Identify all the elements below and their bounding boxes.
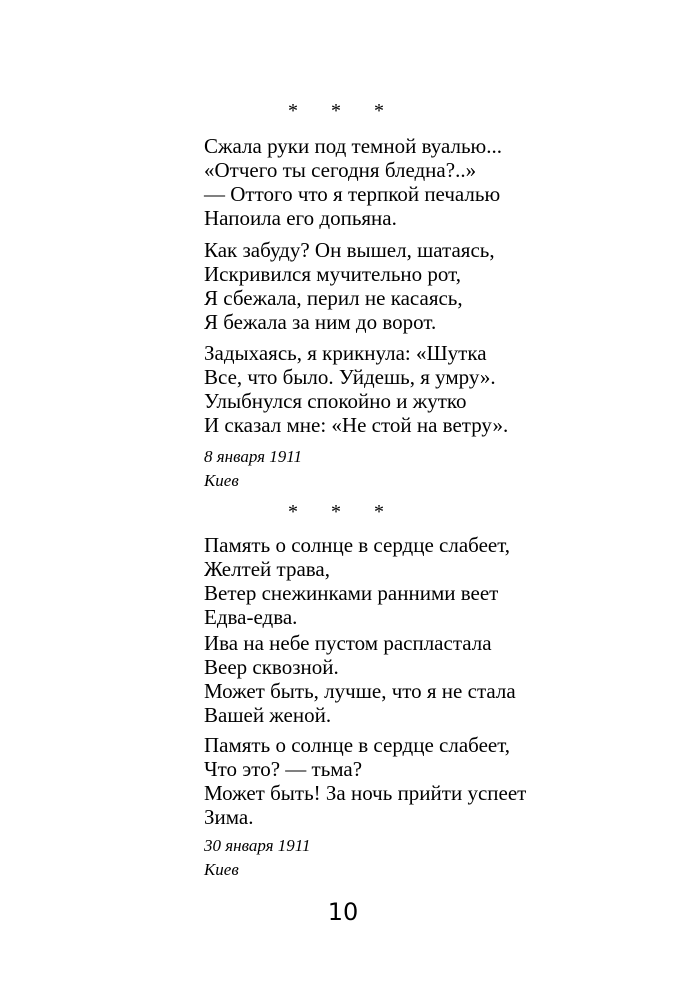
poem-1-stanza-1: [204, 134, 664, 230]
poem-line: Может быть, лучше, что я не стала: [204, 679, 516, 703]
poem-1-stanza-3: [204, 341, 664, 437]
poem-line: Вашей женой.: [204, 703, 332, 727]
poem-line: Память о солнце в сердце слабеет,: [204, 533, 511, 557]
poem-line: — Оттого что я терпкой печалью: [204, 182, 501, 206]
poem-line: Желтей трава,: [204, 557, 330, 581]
poem-line: Что это? — тьма?: [204, 757, 363, 781]
poem-line: Напоила его допьяна.: [204, 206, 397, 230]
poem-2-dateline: [204, 834, 504, 882]
poem-1-stanza-2: [204, 238, 664, 334]
poem-line: «Отчего ты сегодня бледна?..»: [204, 158, 477, 182]
poem-line: Сжала руки под темной вуалью...: [204, 134, 502, 158]
poem-line: Я сбежала, перил не касаясь,: [204, 286, 463, 310]
poem-line: Память о солнце в сердце слабеет,: [204, 733, 511, 757]
poem-date: 8 января 1911: [204, 447, 303, 466]
poem-line: Задыхаясь, я крикнула: «Шутка: [204, 341, 487, 365]
poem-line: Зима.: [204, 805, 254, 829]
section-separator: * * *: [288, 501, 398, 523]
poem-line: И сказал мне: «Не стой на ветру».: [204, 413, 509, 437]
poem-place: Киев: [204, 471, 239, 490]
poem-line: Ветер снежинками ранними веет: [204, 581, 499, 605]
poem-2-stanza-2: [204, 631, 664, 727]
poem-line: Как забуду? Он вышел, шатаясь,: [204, 238, 495, 262]
page-number: 10: [327, 898, 359, 926]
poem-line: Может быть! За ночь прийти успеет: [204, 781, 527, 805]
poem-date: 30 января 1911: [204, 836, 311, 855]
poem-line: Едва-едва.: [204, 605, 298, 629]
poem-1-dateline: [204, 445, 504, 493]
poem-line: Веер сквозной.: [204, 655, 339, 679]
poem-line: Искривился мучительно рот,: [204, 262, 461, 286]
poem-place: Киев: [204, 860, 239, 879]
poem-2-stanza-1: [204, 533, 664, 629]
section-separator: * * *: [288, 100, 398, 122]
poem-line: Все, что было. Уйдешь, я умру».: [204, 365, 496, 389]
poem-2-stanza-3: [204, 733, 664, 829]
poem-line: Ива на небе пустом распластала: [204, 631, 492, 655]
poem-line: Улыбнулся спокойно и жутко: [204, 389, 467, 413]
poem-line: Я бежала за ним до ворот.: [204, 310, 437, 334]
